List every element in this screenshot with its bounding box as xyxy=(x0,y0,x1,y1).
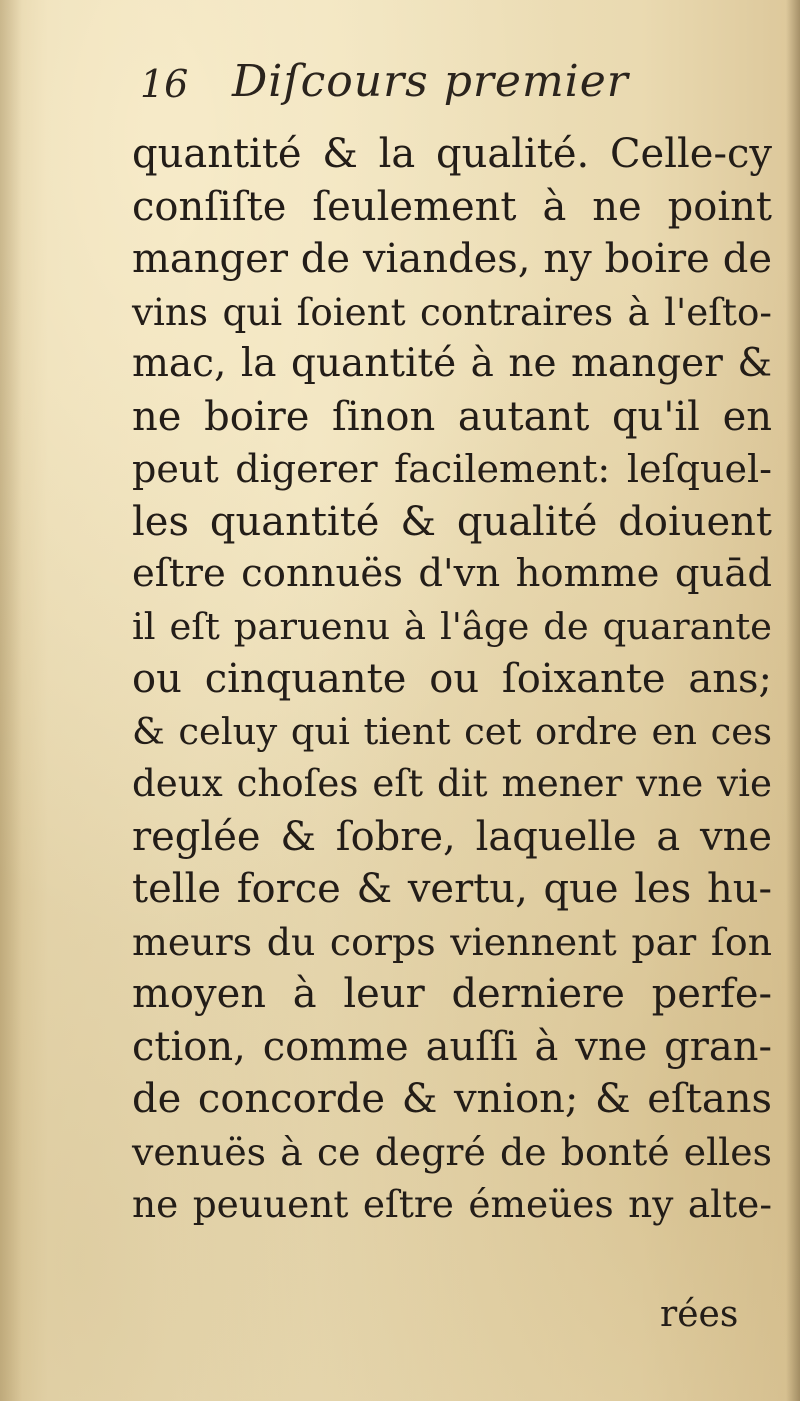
text-line: venuës à ce degré de bonté elles xyxy=(132,1129,772,1174)
text-line: quantité & la qualité. Celle-cy xyxy=(132,131,772,177)
text-line: moyen à leur derniere perfe- xyxy=(132,971,772,1017)
text-line: les quantité & qualité doiuent xyxy=(132,498,772,545)
running-head: Diſcours premier xyxy=(232,56,629,107)
text-line: il eſt paruenu à l'âge de quarante xyxy=(132,604,772,648)
text-line: ne peuuent eſtre émeües ny alte- xyxy=(132,1182,772,1226)
text-line: telle force & vertu, que les hu- xyxy=(132,866,772,912)
page-gutter-shadow xyxy=(0,0,22,1401)
text-line: mac, la quantité à ne manger & xyxy=(132,341,772,386)
catchword: rées xyxy=(660,1294,739,1335)
text-line: meurs du corps viennent par ſon xyxy=(132,919,772,964)
page-number: 16 xyxy=(140,62,189,106)
text-line: de concorde & vnion; & eſtans xyxy=(132,1076,772,1122)
body-text xyxy=(132,128,772,1231)
text-line: reglée & ſobre, laquelle a vne xyxy=(132,813,772,860)
text-line: eſtre connuës d'vn homme quād xyxy=(132,551,772,596)
text-line: ou cinquante ou ſoixante ans; xyxy=(132,656,772,702)
text-line: ction, comme auſſi à vne gran- xyxy=(132,1023,772,1070)
text-line: conſiſte ſeulement à ne point xyxy=(132,183,772,230)
page-header xyxy=(140,52,760,114)
text-line: deux choſes eſt dit mener vne vie xyxy=(132,762,772,805)
text-line: ne boire ſinon autant qu'il en xyxy=(132,393,772,440)
text-line: manger de viandes, ny boire de xyxy=(132,236,772,282)
text-line: peut digerer facilement: leſquel- xyxy=(132,447,772,491)
page-edge-shadow xyxy=(786,0,800,1401)
text-line: & celuy qui tient cet ordre en ces xyxy=(132,709,772,753)
text-line: vins qui ſoient contraires à l'eſto- xyxy=(132,289,772,334)
